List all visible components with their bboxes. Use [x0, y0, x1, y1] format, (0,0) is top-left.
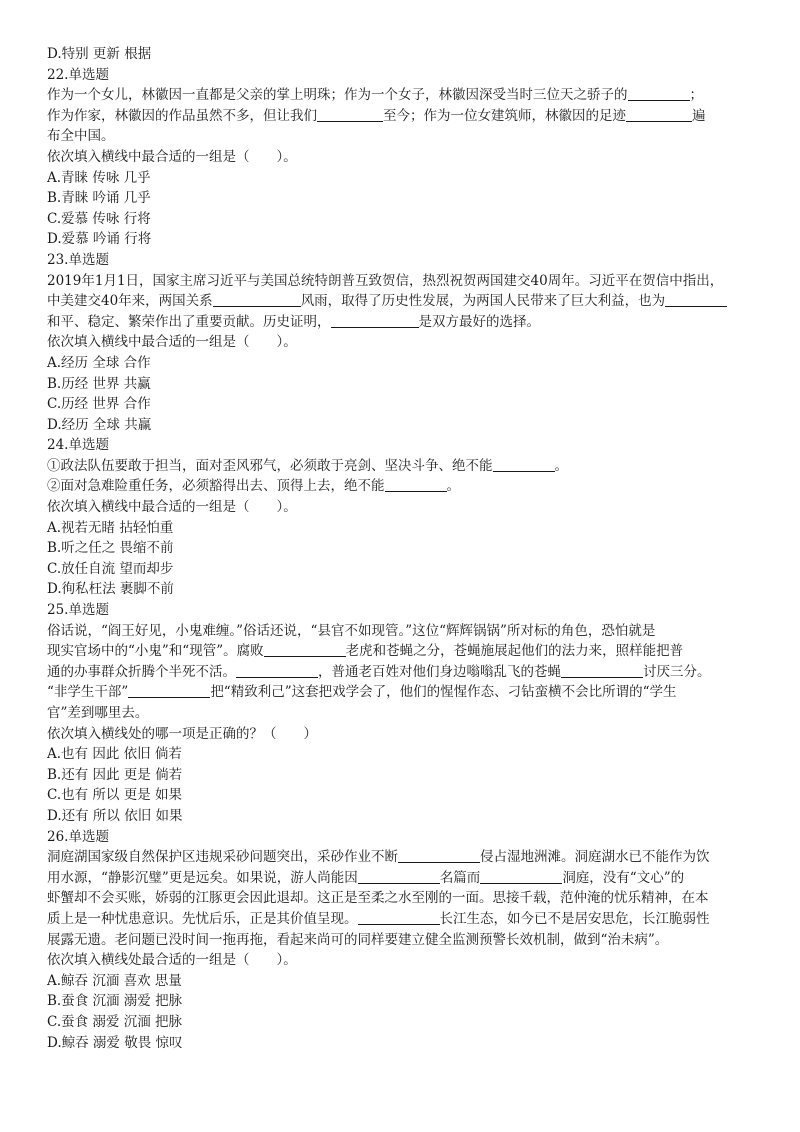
stem-text: 官”差到哪里去。 [47, 705, 149, 721]
stem-text: 。 [554, 457, 568, 474]
question-header: 24.单选题 [47, 437, 109, 454]
stem-line [47, 271, 787, 292]
stem-line [47, 106, 787, 127]
answer-blank [358, 910, 440, 925]
stem-line [47, 930, 787, 951]
stem-text: 展露无遗。老问题已没时间一拖再拖，看起来尚可的同样要建立健全监测预警长效机制，做到“治未病”。 [47, 931, 669, 948]
prev-option-d: D.特别 更新 根据 [47, 46, 152, 62]
question-prompt: 依次填入横线中最合适的一组是（ ）。 [47, 499, 297, 516]
answer-blank [398, 848, 480, 863]
option-d[interactable]: D.徇私枉法 裹脚不前 [47, 581, 174, 598]
answer-blank [561, 663, 643, 678]
stem-text: ； [689, 87, 703, 104]
stem-text: 现实官场中的“小鬼”和“现管”。腐败 [47, 643, 264, 660]
stem-text: 至今；作为一位女建筑师，林徽因的足迹 [383, 107, 626, 124]
option-a[interactable]: A.鲸吞 沉湎 喜欢 思量 [47, 972, 182, 989]
stem-text: 把“精致利己”这套把戏学会了，他们的惺惺作态、刁钻蛮横不会比所谓的“学生 [210, 684, 677, 701]
stem-text: 遍 [692, 107, 706, 124]
option-b[interactable]: B.听之任之 畏缩不前 [47, 540, 174, 557]
stem-text: 通的办事群众折腾个半死不活。 [47, 663, 236, 680]
option-a[interactable]: A.青睐 传咏 几乎 [47, 169, 151, 186]
stem-line [47, 85, 787, 106]
question-23 [47, 250, 787, 435]
stem-line [47, 126, 787, 147]
option-d[interactable]: D.鲸吞 溺爱 敬畏 惊叹 [47, 1034, 183, 1051]
stem-line [47, 476, 787, 497]
stem-line [47, 888, 787, 909]
stem-text: 用水源，“静影沉璧”更是远矣。如果说，游人尚能因 [47, 869, 358, 886]
option-b[interactable]: B.还有 因此 更是 倘若 [47, 766, 183, 783]
stem-line [47, 682, 787, 703]
option-d[interactable]: D.爱慕 吟诵 行将 [47, 231, 152, 248]
question-header: 26.单选题 [47, 828, 109, 845]
question-prompt: 依次填入横线中最合适的一组是（ ）。 [47, 148, 297, 165]
stem-text: 风雨，取得了历史性发展，为两国人民带来了巨大利益，也为 [300, 293, 666, 310]
stem-text: “非学生干部” [47, 684, 129, 701]
option-d[interactable]: D.经历 全球 共赢 [47, 416, 152, 433]
answer-blank [213, 292, 301, 307]
option-c[interactable]: C.历经 世界 合作 [47, 396, 151, 413]
stem-text: 名篇而 [439, 869, 481, 886]
answer-blank [264, 642, 346, 657]
stem-text: ，普通老百姓对他们身边嗡嗡乱飞的苍蝇 [318, 663, 561, 680]
option-c[interactable]: C.爱慕 传咏 行将 [47, 210, 151, 227]
answer-blank [128, 683, 210, 698]
stem-text: ②面对急难险重任务，必须豁得出去、顶得上去，绝不能 [47, 478, 385, 495]
stem-line [47, 703, 787, 724]
option-c[interactable]: C.蚕食 溺爱 沉湎 把脉 [47, 1013, 183, 1030]
stem-text: 洞庭，没有“文心”的 [562, 869, 685, 886]
stem-text: 质上是一种忧患意识。先忧后乐，正是其价值呈现。 [47, 910, 358, 927]
stem-text: 长江生态，如今已不是居安思危，长江脆弱性 [439, 910, 710, 927]
option-a[interactable]: A.也有 因此 依旧 倘若 [47, 746, 182, 763]
stem-text: 作为作家，林徽因的作品虽然不多，但让我们 [47, 107, 317, 124]
stem-text: 是双方最好的选择。 [418, 313, 540, 330]
stem-line [47, 312, 787, 333]
stem-line [47, 621, 787, 642]
question-header: 25.单选题 [47, 602, 109, 619]
answer-blank [358, 869, 440, 884]
question-25 [47, 600, 787, 827]
answer-blank [628, 86, 690, 101]
stem-line [47, 641, 787, 662]
stem-text: 洞庭湖国家级自然保护区违规采砂问题突出，采砂作业不断 [47, 849, 398, 866]
answer-blank [385, 477, 447, 492]
question-prompt: 依次填入横线处最合适的一组是（ ）。 [47, 952, 297, 969]
stem-text: 。 [446, 478, 460, 495]
option-c[interactable]: C.也有 所以 更是 如果 [47, 787, 183, 804]
stem-text: 俗话说，“阎王好见，小鬼难缠。”俗话还说，“县官不如现管。”这位“辉辉锅锅”所对标的角色，恐怕就是 [47, 622, 656, 639]
question-header: 22.单选题 [47, 66, 109, 83]
question-header: 23.单选题 [47, 251, 109, 268]
answer-blank [331, 313, 419, 328]
stem-text: 侵占湿地洲滩。洞庭湖水已不能作为饮 [480, 849, 710, 866]
stem-line [47, 662, 787, 683]
stem-text: 老虎和苍蝇之分，苍蝇施展起他们的法力来，照样能把普 [345, 643, 684, 660]
option-d[interactable]: D.还有 所以 依旧 如果 [47, 807, 183, 824]
answer-blank [480, 869, 562, 884]
stem-text: 和平、稳定、繁荣作出了重要贡献。历史证明， [47, 313, 331, 330]
stem-text: 布全中国。 [47, 128, 115, 145]
question-26 [47, 827, 787, 1054]
answer-blank [626, 107, 692, 122]
question-22 [47, 65, 787, 250]
answer-blank [493, 457, 555, 472]
stem-text: ①政法队伍要敢于担当，面对歪风邪气，必须敢于亮剑、坚决斗争、绝不能 [47, 457, 493, 474]
question-prompt: 依次填入横线中最合适的一组是（ ）。 [47, 334, 297, 351]
stem-line [47, 868, 787, 889]
option-b[interactable]: B.历经 世界 共赢 [47, 375, 151, 392]
option-a[interactable]: A.经历 全球 合作 [47, 354, 151, 371]
stem-text: 2019年1月1日，国家主席习近平与美国总统特朗普互致贺信，热烈祝贺两国建交40周年。习近平在贺信中指出， [47, 272, 724, 289]
option-b[interactable]: B.青睐 吟诵 几乎 [47, 190, 151, 207]
option-c[interactable]: C.放任自流 望而却步 [47, 560, 174, 577]
stem-text: 作为一个女儿，林徽因一直都是父亲的掌上明珠；作为一个女子，林徽因深受当时三位天之骄子的 [47, 87, 628, 104]
answer-blank [236, 663, 318, 678]
option-b[interactable]: B.蚕食 沉湎 溺爱 把脉 [47, 993, 183, 1010]
stem-text: 虾蟹却不会买账，娇弱的江豚更会因此退却。这正是至柔之水至刚的一面。思接千载，范仲淹的忧乐精神，在本 [47, 890, 709, 907]
answer-blank [665, 292, 727, 307]
question-prompt: 依次填入横线处的哪一项是正确的？（ ） [47, 725, 317, 742]
question-24 [47, 435, 787, 600]
option-a[interactable]: A.视若无睹 拈轻怕重 [47, 519, 174, 536]
stem-line [47, 456, 787, 477]
stem-line [47, 291, 787, 312]
stem-text: 中美建交40年来，两国关系 [47, 293, 213, 310]
stem-text: 讨厌三分。 [643, 663, 711, 680]
stem-line [47, 909, 787, 930]
stem-line [47, 847, 787, 868]
answer-blank [317, 107, 383, 122]
